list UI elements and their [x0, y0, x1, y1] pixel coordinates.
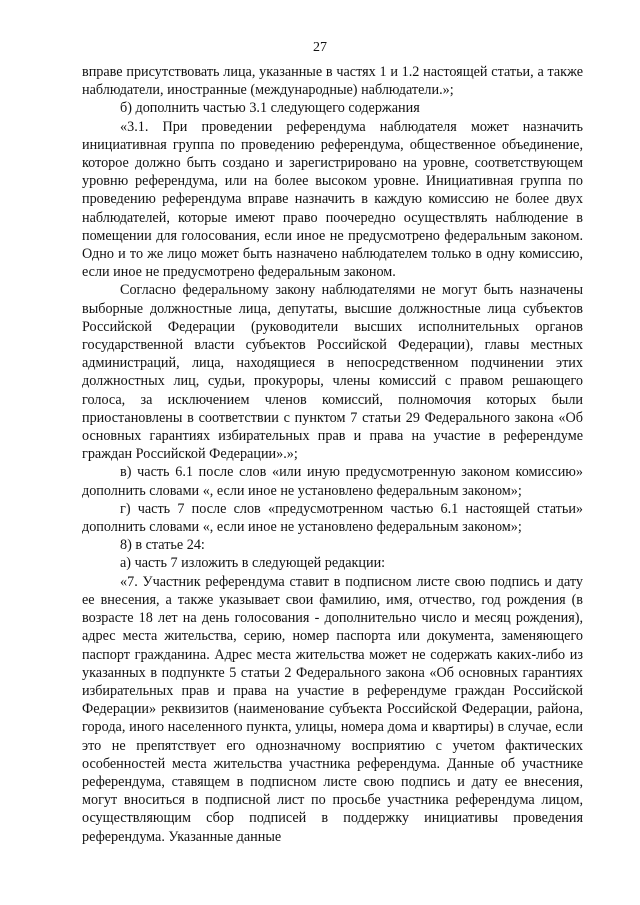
paragraph-part-3-1: «3.1. При проведении референдума наблюдателя может назначить инициативная группа по проведению референдума, общественное объединение, которое должно быть создано и зарегистрировано на уровне, соответствующем уровню референдума, или на более высоком уровне. Инициативная группа по проведению референдума вправе назначить в каждую комиссию не более двух наблюдателей, которые имеют право поочередно осуществлять наблюдение в помещении для голосования, если иное не предусмотрено федеральным законом. Одно и то же лицо может быть назначено наблюдателем только в одну комиссию, если иное не предусмотрено федеральным законом.: [82, 118, 583, 281]
paragraph-amendment-b: б) дополнить частью 3.1 следующего содержания: [120, 100, 420, 117]
paragraph-continuation: вправе присутствовать лица, указанные в частях 1 и 1.2 настоящей статьи, а также наблюдатели, иностранные (международные) наблюдатели.»;: [82, 64, 583, 99]
body-text: [82, 63, 583, 846]
paragraph-amendment-g: г) часть 7 после слов «предусмотренном частью 6.1 настоящей статьи» дополнить словами «, если иное не установлено федеральным законом»;: [82, 500, 583, 536]
page-number: 27: [313, 40, 327, 55]
paragraph-part-7: «7. Участник референдума ставит в подписном листе свою подпись и дату ее внесения, а также указывает свои фамилию, имя, отчество, год рождения (в возрасте 18 лет на день голосования - дополнительно число и месяц рождения), адрес места жительства, серию, номер паспорта или документа, заменяющего паспорт гражданина. Адрес места жительства может не содержать каких-либо из указанных в подпункте 5 статьи 2 Федерального закона «Об основных гарантиях избирательных прав и права на участие в референдуме граждан Российской Федерации» реквизитов (наименование субъекта Российской Федерации, района, города, иного населенного пункта, улицы, номера дома и квартиры) в случае, если это не препятствует его однозначному восприятию с учетом фактических особенностей места жительства участника референдума. Данные об участнике референдума, ставящем в подписном листе свою подпись и дату ее внесения, могут вноситься в подписной лист по просьбе участника референдума лицом, осуществляющим сбор подписей в поддержку инициативы проведения референдума. Указанные данные: [82, 573, 583, 845]
paragraph-amendment-a: а) часть 7 изложить в следующей редакции:: [120, 555, 386, 572]
paragraph-amendment-v: в) часть 6.1 после слов «или иную предусмотренную законом комиссию» дополнить словами «, если иное не установлено федеральным законом»;: [82, 464, 583, 499]
paragraph-article-24: 8) в статье 24:: [120, 537, 205, 554]
paragraph-observers-restriction: Согласно федеральному закону наблюдателями не могут быть назначены выборные должностные лица, депутаты, высшие должностные лица субъектов Российской Федерации (руководители высших исполнительных органов государственной власти субъектов Российской Федерации), главы местных администраций, лица, находящиеся в непосредственном подчинении этих должностных лиц, судьи, прокуроры, члены комиссий с правом решающего голоса, за исключением членов комиссий, полномочия которых были приостановлены в соответствии с пунктом 7 статьи 29 Федерального закона «Об основных гарантиях избирательных прав и права на участие в референдуме граждан Российской Федерации».»;: [82, 282, 583, 463]
